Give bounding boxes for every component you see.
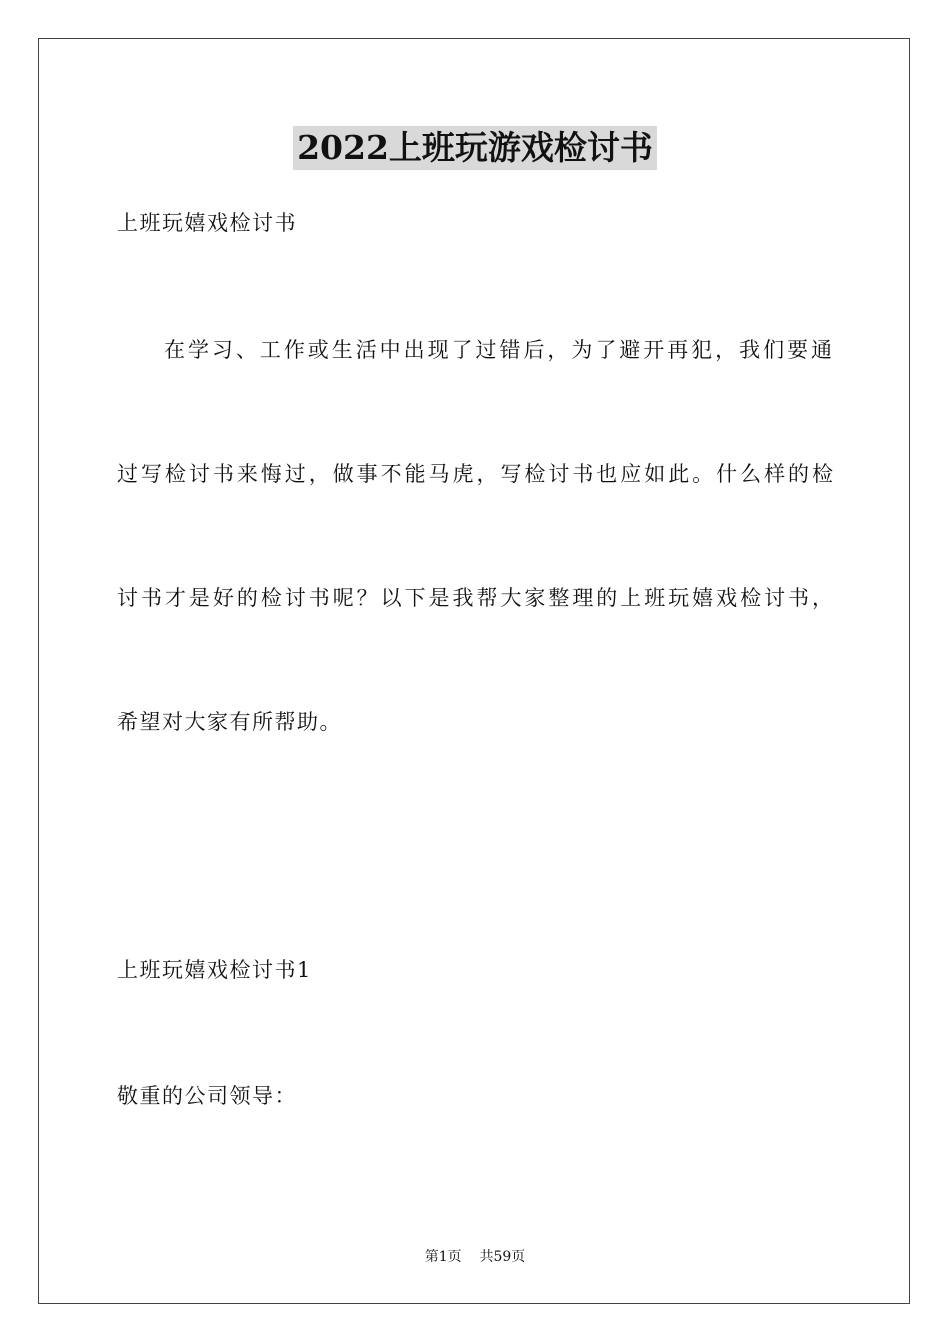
intro-line-4: 希望对大家有所帮助。 bbox=[117, 710, 342, 734]
document-title: 2022上班玩游戏检讨书 bbox=[293, 126, 657, 170]
document-subtitle: 上班玩嬉戏检讨书 bbox=[117, 211, 297, 235]
intro-line-1: 在学习、工作或生活中出现了过错后，为了避开再犯，我们要通 bbox=[164, 338, 832, 362]
page-footer bbox=[0, 1247, 950, 1267]
document-title-block bbox=[0, 126, 950, 170]
salutation: 敬重的公司领导： bbox=[117, 1084, 297, 1108]
intro-line-3: 讨书才是好的检讨书呢？以下是我帮大家整理的上班玩嬉戏检讨书， bbox=[117, 586, 833, 610]
page-number: 第1页 bbox=[424, 1249, 462, 1265]
intro-line-2: 过写检讨书来悔过，做事不能马虎，写检讨书也应如此。什么样的检 bbox=[117, 462, 833, 486]
page-total: 共59页 bbox=[479, 1249, 526, 1265]
section-heading: 上班玩嬉戏检讨书1 bbox=[117, 958, 312, 982]
